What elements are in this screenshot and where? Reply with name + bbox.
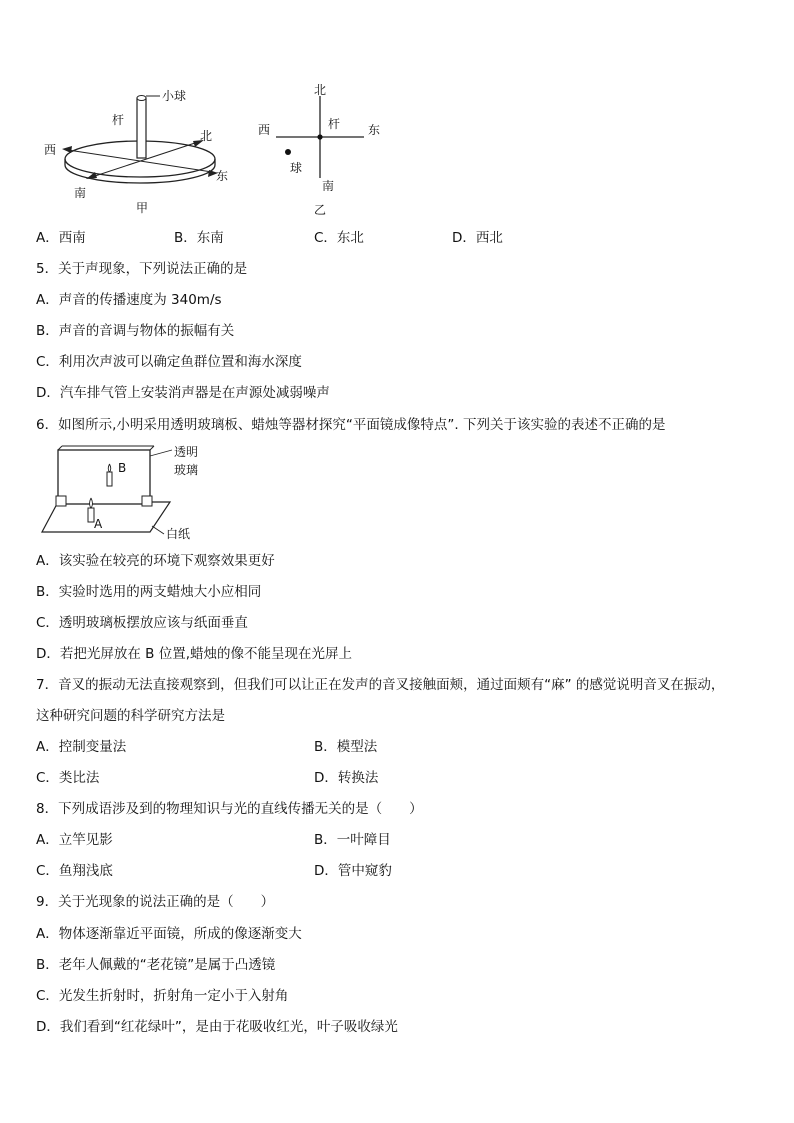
- q8-option-d[interactable]: D．管中窥豹: [314, 863, 392, 879]
- rod-point: [317, 134, 322, 139]
- option-d[interactable]: D．西北: [452, 230, 503, 246]
- q8-option-b[interactable]: B．一叶障目: [314, 832, 391, 848]
- stand-left: [56, 496, 66, 506]
- label-south: 南: [322, 179, 335, 193]
- q7-option-b[interactable]: B．模型法: [314, 739, 378, 755]
- label-rod: 杆: [328, 117, 341, 131]
- q6-stem: 6．如图所示,小明采用透明玻璃板、蜡烛等器材探究“平面镜成像特点”. 下列关于该实验的表述不正确的是: [36, 417, 666, 433]
- west-arrow: [62, 146, 72, 153]
- label-rod: 杆: [112, 113, 125, 127]
- caption-yi: 乙: [314, 203, 327, 217]
- q9-option-d[interactable]: D．我们看到“红花绿叶”，是由于花吸收红光，叶子吸收绿光: [36, 1019, 398, 1035]
- q5-option-d[interactable]: D．汽车排气管上安装消声器是在声源处减弱噪声: [36, 385, 330, 401]
- candle-b: [107, 472, 112, 486]
- label-north: 北: [200, 129, 213, 143]
- q6-option-d[interactable]: D．若把光屏放在 B 位置,蜡烛的像不能呈现在光屏上: [36, 646, 353, 662]
- option-a[interactable]: A．西南: [36, 230, 86, 246]
- label-glass-1: 透明: [174, 445, 199, 459]
- figure-jia: [40, 82, 240, 218]
- label-a: A: [94, 517, 103, 531]
- label-south: 南: [74, 186, 87, 200]
- label-ball: 球: [290, 161, 303, 175]
- option-c[interactable]: C．东北: [314, 230, 364, 246]
- label-b: B: [118, 461, 127, 475]
- q6-option-c[interactable]: C．透明玻璃板摆放应该与纸面垂直: [36, 615, 248, 631]
- ball-point: [285, 149, 291, 155]
- disc-edge: [65, 159, 215, 183]
- q5-stem: 5．关于声现象，下列说法正确的是: [36, 261, 248, 277]
- label-east: 东: [216, 169, 229, 183]
- q7-option-a[interactable]: A．控制变量法: [36, 739, 127, 755]
- label-west: 西: [44, 143, 57, 157]
- q8-stem: 8．下列成语涉及到的物理知识与光的直线传播无关的是（ ）: [36, 801, 423, 817]
- q9-stem: 9．关于光现象的说法正确的是（ ）: [36, 894, 275, 910]
- q6-option-b[interactable]: B．实验时选用的两支蜡烛大小应相同: [36, 584, 262, 600]
- figure-yi: [252, 82, 392, 218]
- q7-stem-line1: 7．音叉的振动无法直接观察到，但我们可以让正在发声的音叉接触面颊，通过面颊有“麻” 的感觉说明音叉在振动，: [36, 677, 725, 693]
- q5-option-b[interactable]: B．声音的音调与物体的振幅有关: [36, 323, 235, 339]
- label-paper: 白纸: [166, 527, 191, 541]
- q6-option-a[interactable]: A．该实验在较亮的环境下观察效果更好: [36, 553, 275, 569]
- caption-jia: 甲: [136, 201, 149, 215]
- rod: [137, 98, 146, 158]
- q9-option-c[interactable]: C．光发生折射时，折射角一定小于入射角: [36, 988, 289, 1004]
- stand-right: [142, 496, 152, 506]
- q7-option-d[interactable]: D．转换法: [314, 770, 379, 786]
- label-north: 北: [314, 83, 327, 97]
- label-glass-2: 玻璃: [174, 463, 199, 477]
- figure-mirror-experiment: [36, 442, 236, 542]
- q8-option-a[interactable]: A．立竿见影: [36, 832, 113, 848]
- q5-option-a[interactable]: A．声音的传播速度为 340m/s: [36, 292, 222, 308]
- label-east: 东: [368, 123, 381, 137]
- q5-option-c[interactable]: C．利用次声波可以确定鱼群位置和海水深度: [36, 354, 302, 370]
- option-b[interactable]: B．东南: [174, 230, 224, 246]
- label-ball: 小球: [162, 89, 187, 103]
- q8-option-c[interactable]: C．鱼翔浅底: [36, 863, 113, 879]
- q7-stem-line2: 这种研究问题的科学研究方法是: [36, 708, 225, 724]
- q9-option-b[interactable]: B．老年人佩戴的“老花镜”是属于凸透镜: [36, 957, 276, 973]
- q7-option-c[interactable]: C．类比法: [36, 770, 100, 786]
- glass-plate: [58, 450, 150, 504]
- q9-option-a[interactable]: A．物体逐渐靠近平面镜，所成的像逐渐变大: [36, 926, 302, 942]
- label-west: 西: [258, 123, 271, 137]
